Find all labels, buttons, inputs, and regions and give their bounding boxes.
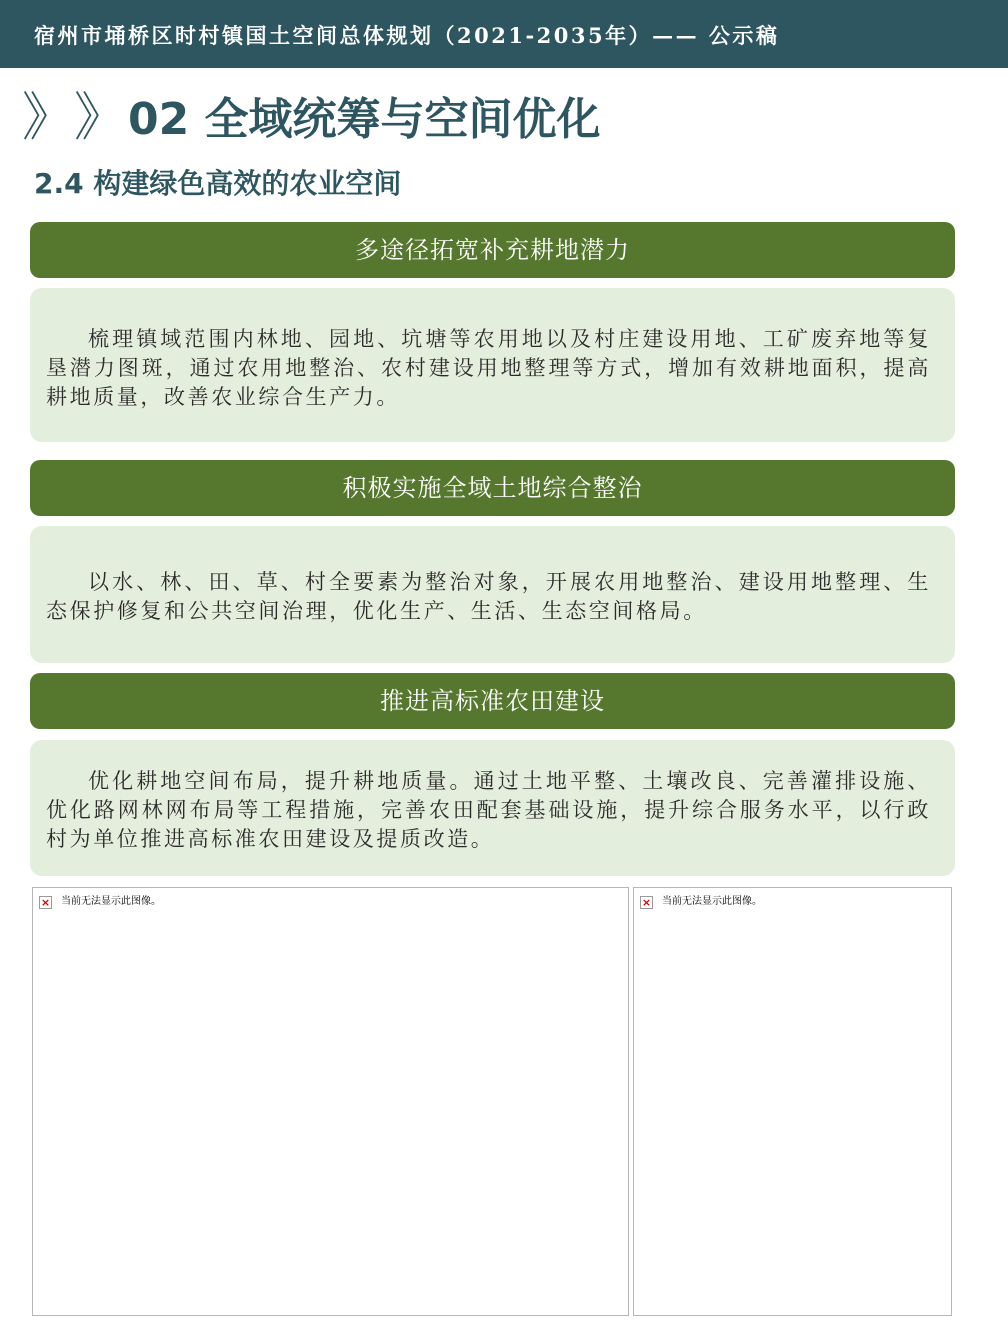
top-banner: [0, 0, 1008, 68]
image-error-message: 当前无法显示此图像。: [61, 896, 161, 907]
block-body-high-standard-farmland: [30, 740, 955, 876]
document-title: 宿州市埇桥区时村镇国土空间总体规划（2021-2035年）—— 公示稿: [34, 23, 780, 48]
block-heading-high-standard-farmland: 推进高标准农田建设: [30, 673, 955, 729]
broken-image-icon: ×: [641, 896, 652, 909]
block-text: 以水、林、田、草、村全要素为整治对象，开展农用地整治、建设用地整理、生态保护修复和公共空间治理，优化生产、生活、生态空间格局。: [46, 570, 931, 623]
section-title: 2.4 构建绿色高效的农业空间: [34, 167, 402, 200]
block-body-farmland-potential: [30, 288, 955, 442]
image-placeholder-right: [633, 887, 952, 1316]
block-text: 优化耕地空间布局，提升耕地质量。通过土地平整、土壤改良、完善灌排设施、优化路网林网布局等工程措施，完善农田配套基础设施，提升综合服务水平，以行政村为单位推进高标准农田建设及提质改造。: [46, 769, 931, 851]
block-heading-land-consolidation: 积极实施全域土地综合整治: [30, 460, 955, 516]
block-heading-farmland-potential: 多途径拓宽补充耕地潜力: [30, 222, 955, 278]
chevron-right-icon: 》: [74, 88, 127, 148]
image-error-message: 当前无法显示此图像。: [662, 896, 762, 907]
block-body-land-consolidation: [30, 526, 955, 663]
chapter-heading: [22, 88, 982, 152]
image-placeholder-left: [32, 887, 629, 1316]
block-text: 梳理镇域范围内林地、园地、坑塘等农用地以及村庄建设用地、工矿废弃地等复垦潜力图斑，通过农用地整治、农村建设用地整理等方式，增加有效耕地面积，提高耕地质量，改善农业综合生产力。: [46, 327, 931, 409]
chevron-right-icon: 》: [22, 88, 75, 148]
chapter-title: 02 全域统筹与空间优化: [128, 94, 601, 145]
broken-image-icon: ×: [40, 896, 51, 909]
